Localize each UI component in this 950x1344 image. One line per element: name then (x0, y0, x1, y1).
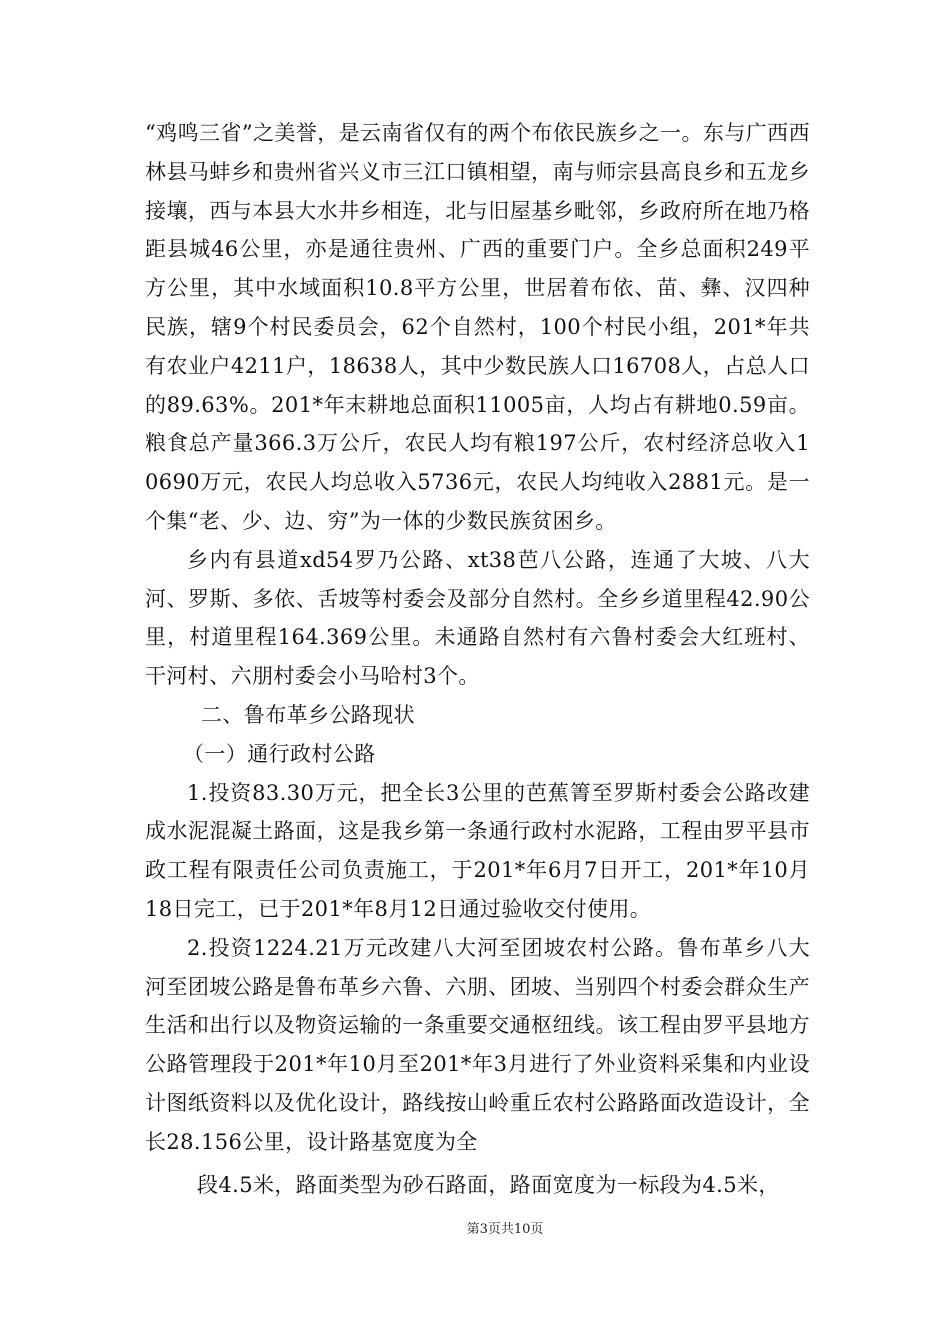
subsection-heading: （一）通行政村公路 (183, 741, 376, 766)
section-heading: 二、鲁布革乡公路现状 (201, 702, 415, 727)
paragraph-item-1: 1.投资83.30万元，把全长3公里的芭蕉箐至罗斯村委会公路改建成水泥混凝土路面，这是我乡第一条通行政村水泥路，工程由罗平县市政工程有限责任公司负责施工，于201*年6月7日开工，201*年10月18日完工，已于201*年8月12日通过验收交付使用。 (145, 780, 810, 921)
page-number-footer: 第3页共10页 (466, 1222, 544, 1237)
paragraph-overview: “鸡鸣三省”之美誉，是云南省仅有的两个布依民族乡之一。东与广西西林县马蚌乡和贵州省兴义市三江口镇相望，南与师宗县高良乡和五龙乡接壤，西与本县大水井乡相连，北与旧屋基乡毗邻，乡政府所在地乃格距县城46公里，亦是通往贵州、广西的重要门户。全乡总面积249平方公里，其中水域面积10.8平方公里，世居着布依、苗、彝、汉四种民族，辖9个村民委员会，62个自然村，100个村民小组，201*年共有农业户4211户，18638人，其中少数民族人口16708人，占总人口的89.63%。201*年末耕地总面积11005亩，人均占有耕地0.59亩。粮食总产量366.3万公斤，农民人均有粮197公斤，农村经济总收入10690万元，农民人均总收入5736元，农民人均纯收入2881元。是一个集“老、少、边、穷”为一体的少数民族贫困乡。 (145, 121, 810, 533)
paragraph-item-2: 2.投资1224.21万元改建八大河至团坡农村公路。鲁布革乡八大河至团坡公路是鲁布革乡六鲁、六朋、团坡、当别四个村委会群众生产生活和出行以及物资运输的一条重要交通枢纽线。该工程由罗平县地方公路管理段于201*年10月至201*年3月进行了外业资料采集和内业设计图纸资料以及优化设计，路线按山岭重丘农村公路路面改造设计，全长28.156公里，设计路基宽度为全 (145, 935, 810, 1154)
paragraph-roads: 乡内有县道xd54罗乃公路、xt38芭八公路，连通了大坡、八大河、罗斯、多依、舌坡等村委会及部分自然村。全乡乡道里程42.90公里，村道里程164.369公里。未通路自然村有六鲁村委会大红班村、干河村、六朋村委会小马哈村3个。 (145, 547, 810, 689)
document-body (145, 114, 810, 1204)
paragraph-continuation: 段4.5米，路面类型为砂石路面，路面宽度为一标段为4.5米， (197, 1172, 780, 1197)
